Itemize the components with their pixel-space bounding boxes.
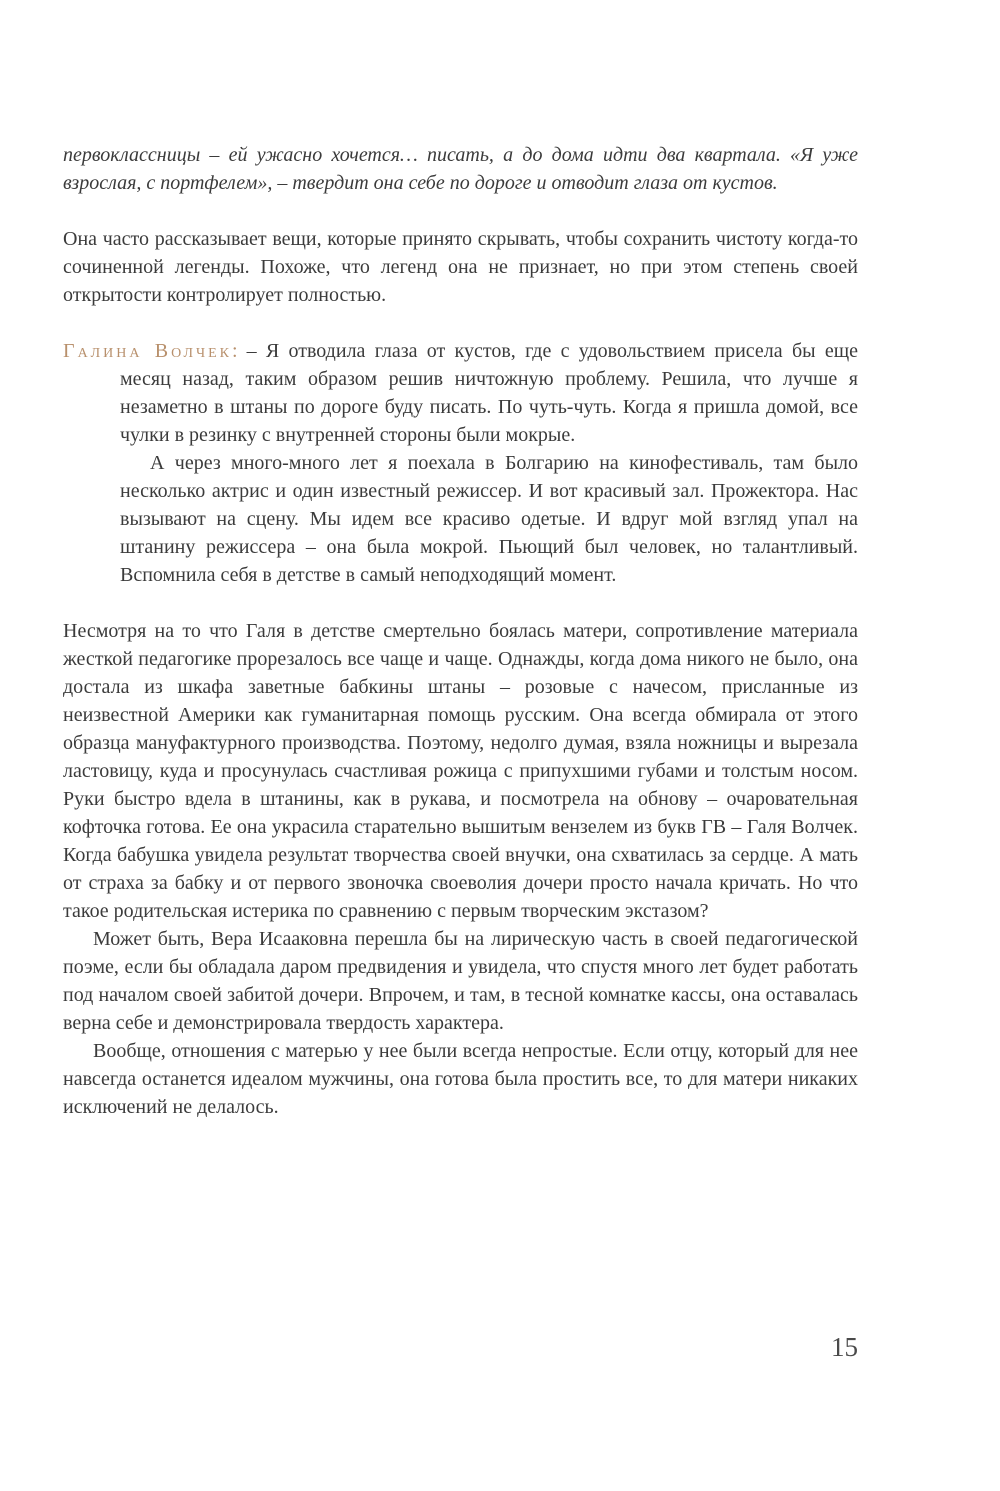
quote-paragraph-2: А через много-много лет я поехала в Болгарию на кинофестиваль, там было несколько актрис и один известный режиссер. И вот красивый зал. Прожектора. Нас вызывают на сцену. Мы идем все красиво одетые. И вдруг мой взгляд упал на штанину режиссера – она была мокрой. Пьющий был человек, но талантливый. Вспомнила себя в детстве в самый неподходящий момент. xyxy=(120,452,858,586)
intro-italic-paragraph: первоклассницы – ей ужасно хочется… писать, а до дома идти два квартала. «Я уже взрослая, с портфелем», – твердит она себе по дороге и отводит глаза от кустов. xyxy=(63,144,858,194)
speaker-label: Галина Волчек: xyxy=(63,340,241,362)
page-number: 15 xyxy=(831,1332,858,1362)
narration-paragraph-3: Может быть, Вера Исааковна перешла бы на лирическую часть в своей педагогической поэме, если бы обладала даром предвидения и увидела, что спустя много лет будет работать под началом своей забитой дочери. Впрочем, и там, в тесной комнатке кассы, она оставалась верна себе и демонстрировала твердость характера. xyxy=(63,928,858,1034)
book-page xyxy=(63,141,858,1121)
quote-paragraph-1 xyxy=(63,337,858,449)
quote-text-1: – Я отводила глаза от кустов, где с удовольствием присела бы еще месяц назад, таким образом решив ничтожную проблему. Решила, что лучше я незаметно в штаны по дороге буду писать. По чуть-чуть. Когда я пришла домой, все чулки в резинку с внутренней стороны были мокрые. xyxy=(120,340,858,446)
narration-paragraph-4: Вообще, отношения с матерью у нее были всегда непростые. Если отцу, который для нее навсегда останется идеалом мужчины, она готова была простить все, то для матери никаких исключений не делалось. xyxy=(63,1040,858,1118)
narration-paragraph-2: Несмотря на то что Галя в детстве смертельно боялась матери, сопротивление материала жесткой педагогике прорезалось все чаще и чаще. Однажды, когда дома никого не было, она достала из шкафа заветные бабкины штаны – розовые с начесом, присланные из неизвестной Америки как гуманитарная помощь русским. Она всегда обмирала от этого образца мануфактурного производства. Поэтому, недолго думая, взяла ножницы и вырезала ластовицу, куда и просунулась счастливая рожица с припухшими губами и толстым носом. Руки быстро вдела в штанины, как в рукава, и посмотрела на обнову – очаровательная кофточка готова. Ее она украсила старательно вышитым вензелем из букв ГВ – Галя Волчек. Когда бабушка увидела результат творчества своей внучки, она схватилась за сердце. А мать от страха за бабку и от первого звоночка своеволия дочери просто начала кричать. Но что такое родительская истерика по сравнению с первым творческим экстазом? xyxy=(63,620,858,922)
narration-paragraph-1: Она часто рассказывает вещи, которые принято скрывать, чтобы сохранить чистоту когда-то сочиненной легенды. Похоже, что легенд она не признает, но при этом степень своей открытости контролирует полностью. xyxy=(63,228,858,306)
quote-block xyxy=(63,337,858,589)
